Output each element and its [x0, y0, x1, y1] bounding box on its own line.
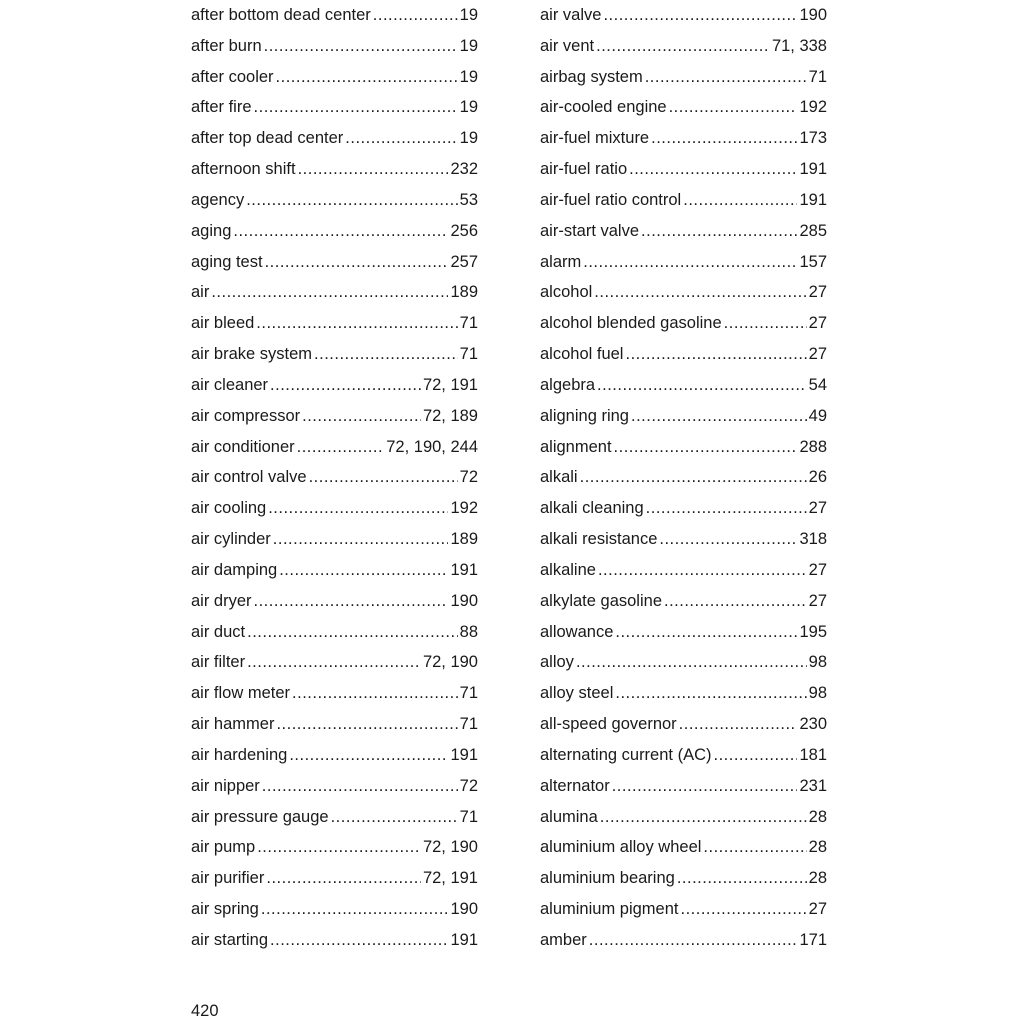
index-page-ref: 189 [450, 283, 478, 302]
dot-leader [580, 462, 807, 493]
dot-leader [631, 401, 807, 432]
index-entry [540, 678, 827, 709]
dot-leader [309, 462, 458, 493]
index-page-ref: 71, 338 [771, 36, 827, 55]
index-page-ref: 189 [450, 530, 478, 549]
index-entry [540, 802, 827, 833]
index-page-ref: 173 [799, 129, 827, 148]
index-entry [540, 617, 827, 648]
index-entry [191, 339, 478, 370]
dot-leader [703, 832, 806, 863]
index-column-left [191, 0, 478, 956]
index-term: aging [191, 221, 232, 240]
dot-leader [247, 617, 458, 648]
index-page-ref: 191 [450, 745, 478, 764]
index-entry [191, 185, 478, 216]
dot-leader [276, 709, 457, 740]
dot-leader [629, 154, 797, 185]
dot-leader [298, 154, 449, 185]
index-page-ref: 72, 190 [422, 838, 478, 857]
index-term: air vent [540, 36, 595, 55]
index-entry [191, 925, 478, 956]
index-page-ref: 19 [459, 129, 478, 148]
index-term: after fire [191, 98, 252, 117]
index-entry [191, 0, 478, 31]
index-entry [191, 92, 478, 123]
index-page-ref: 72, 189 [422, 406, 478, 425]
index-term: aluminium pigment [540, 900, 679, 919]
dot-leader [600, 802, 807, 833]
index-entry [540, 401, 827, 432]
index-entry [540, 524, 827, 555]
index-page-ref: 19 [459, 36, 478, 55]
dot-leader [597, 370, 807, 401]
dot-leader [615, 678, 806, 709]
index-entry [540, 832, 827, 863]
index-page-ref: 19 [459, 98, 478, 117]
index-term: alternating current (AC) [540, 745, 712, 764]
index-term: alkali cleaning [540, 499, 644, 518]
index-page-ref: 19 [459, 67, 478, 86]
index-term: alcohol blended gasoline [540, 314, 722, 333]
index-page-ref: 192 [450, 499, 478, 518]
dot-leader [314, 339, 458, 370]
index-entry [191, 863, 478, 894]
index-term: air starting [191, 930, 269, 949]
dot-leader [677, 863, 807, 894]
dot-leader [256, 308, 457, 339]
index-term: aluminium bearing [540, 869, 675, 888]
index-term: after bottom dead center [191, 6, 371, 24]
index-page-ref: 28 [808, 807, 827, 826]
index-term: all-speed governor [540, 715, 677, 734]
index-entry [540, 771, 827, 802]
index-term: air valve [540, 6, 602, 24]
dot-leader [641, 216, 797, 247]
dot-leader [261, 894, 449, 925]
dot-leader [680, 894, 806, 925]
index-entry [540, 432, 827, 463]
index-term: air bleed [191, 314, 255, 333]
index-page-ref: 71 [459, 345, 478, 364]
dot-leader [254, 586, 449, 617]
index-entry [191, 678, 478, 709]
dot-leader [645, 62, 807, 93]
index-entry [540, 62, 827, 93]
index-page-ref: 72 [459, 468, 478, 487]
index-page-ref: 53 [459, 190, 478, 209]
index-term: aligning ring [540, 406, 629, 425]
index-entry [540, 740, 827, 771]
dot-leader [724, 308, 807, 339]
index-entry [540, 0, 827, 31]
index-page-ref: 171 [799, 930, 827, 949]
index-entry [191, 709, 478, 740]
index-term: after top dead center [191, 129, 344, 148]
index-term: alkylate gasoline [540, 591, 662, 610]
index-term: air cylinder [191, 530, 271, 549]
index-entry [191, 462, 478, 493]
dot-leader [279, 555, 448, 586]
index-term: air compressor [191, 406, 301, 425]
index-entry [540, 863, 827, 894]
index-term: air-start valve [540, 221, 640, 240]
index-term: air cleaner [191, 375, 269, 394]
index-term: after burn [191, 36, 262, 55]
index-entry [191, 586, 478, 617]
index-term: air hardening [191, 745, 288, 764]
index-entry [191, 432, 478, 463]
index-page-ref: 88 [459, 622, 478, 641]
dot-leader [598, 555, 807, 586]
index-page-ref: 191 [799, 160, 827, 179]
index-term: allowance [540, 622, 614, 641]
index-entry [191, 277, 478, 308]
index-page-ref: 257 [450, 252, 478, 271]
index-page-ref: 190 [799, 6, 827, 24]
dot-leader [246, 185, 457, 216]
index-page-ref: 54 [808, 375, 827, 394]
dot-leader [612, 771, 798, 802]
dot-leader [264, 31, 458, 62]
dot-leader [679, 709, 798, 740]
index-entry [540, 277, 827, 308]
dot-leader [262, 771, 458, 802]
index-page-ref: 72 [459, 776, 478, 795]
index-entry [540, 493, 827, 524]
index-page-ref: 191 [799, 190, 827, 209]
index-term: alcohol [540, 283, 593, 302]
index-entry [191, 894, 478, 925]
index-entry [540, 647, 827, 678]
dot-leader [270, 925, 448, 956]
index-page-ref: 72, 191 [422, 869, 478, 888]
page-number: 420 [191, 1002, 219, 1020]
index-term: alignment [540, 437, 612, 456]
index-term: air hammer [191, 715, 275, 734]
index-entry [540, 308, 827, 339]
index-entry [191, 555, 478, 586]
dot-leader [292, 678, 458, 709]
dot-leader [651, 123, 797, 154]
dot-leader [683, 185, 797, 216]
dot-leader [589, 925, 798, 956]
index-term: air pressure gauge [191, 807, 329, 826]
index-entry [191, 771, 478, 802]
dot-leader [257, 832, 421, 863]
index-page-ref: 181 [799, 745, 827, 764]
index-term: air pump [191, 838, 256, 857]
index-term: air-fuel ratio control [540, 190, 682, 209]
index-term: air dryer [191, 591, 252, 610]
index-term: air nipper [191, 776, 260, 795]
dot-leader [603, 0, 797, 31]
index-page-ref: 28 [808, 838, 827, 857]
index-entry [191, 123, 478, 154]
dot-leader [331, 802, 458, 833]
index-entry [191, 832, 478, 863]
index-entry [191, 401, 478, 432]
dot-leader [583, 247, 797, 278]
index-entry [191, 617, 478, 648]
index-page-ref: 71 [459, 807, 478, 826]
index-page-ref: 71 [459, 715, 478, 734]
index-page-ref: 285 [799, 221, 827, 240]
index-page-ref: 231 [799, 776, 827, 795]
index-page-ref: 192 [799, 98, 827, 117]
index-term: airbag system [540, 67, 643, 86]
index-page-ref: 72, 190, 244 [386, 437, 478, 456]
dot-leader [714, 740, 798, 771]
index-entry [540, 370, 827, 401]
dot-leader [276, 62, 458, 93]
index-page-ref: 19 [459, 6, 478, 24]
index-term: air spring [191, 900, 259, 919]
index-term: air duct [191, 622, 246, 641]
dot-leader [594, 277, 806, 308]
dot-leader [669, 92, 798, 123]
index-entry [540, 709, 827, 740]
index-page-ref: 71 [459, 314, 478, 333]
index-entry [191, 216, 478, 247]
index-page-ref: 27 [808, 900, 827, 919]
index-term: alternator [540, 776, 610, 795]
index-term: alloy steel [540, 684, 614, 703]
dot-leader [247, 647, 421, 678]
index-term: air flow meter [191, 684, 291, 703]
index-page-ref: 230 [799, 715, 827, 734]
index-term: after cooler [191, 67, 274, 86]
index-entry [540, 247, 827, 278]
index-term: air [191, 283, 210, 302]
index-term: air conditioner [191, 437, 295, 456]
index-column-right [540, 0, 827, 956]
index-entry [540, 185, 827, 216]
index-page-ref: 71 [808, 67, 827, 86]
dot-leader [615, 617, 797, 648]
dot-leader [659, 524, 797, 555]
dot-leader [273, 524, 449, 555]
dot-leader [596, 31, 770, 62]
index-term: alloy [540, 653, 574, 672]
index-term: air cooling [191, 499, 267, 518]
index-entry [191, 247, 478, 278]
dot-leader [614, 432, 798, 463]
dot-leader [211, 277, 448, 308]
index-entry [540, 123, 827, 154]
index-page-ref: 27 [808, 560, 827, 579]
index-term: alkali [540, 468, 578, 487]
index-term: air purifier [191, 869, 265, 888]
index-term: agency [191, 190, 245, 209]
index-entry [191, 802, 478, 833]
index-page-ref: 26 [808, 468, 827, 487]
dot-leader [302, 401, 421, 432]
index-entry [191, 154, 478, 185]
index-entry [540, 216, 827, 247]
index-term: aging test [191, 252, 263, 271]
index-entry [191, 31, 478, 62]
index-page-ref: 72, 190 [422, 653, 478, 672]
index-term: air-fuel ratio [540, 160, 628, 179]
index-page-ref: 195 [799, 622, 827, 641]
index-page-ref: 49 [808, 406, 827, 425]
dot-leader [268, 493, 448, 524]
index-entry [540, 339, 827, 370]
index-entry [191, 370, 478, 401]
index-page-ref: 27 [808, 314, 827, 333]
index-entry [540, 555, 827, 586]
index-term: alumina [540, 807, 598, 826]
dot-leader [297, 432, 385, 463]
index-page-ref: 318 [799, 530, 827, 549]
index-page-ref: 256 [450, 221, 478, 240]
index-term: alcohol fuel [540, 345, 624, 364]
index-entry [191, 740, 478, 771]
index-page-ref: 27 [808, 345, 827, 364]
index-page-ref: 27 [808, 283, 827, 302]
index-page-ref: 157 [799, 252, 827, 271]
index-term: algebra [540, 375, 596, 394]
index-term: afternoon shift [191, 160, 296, 179]
index-term: alarm [540, 252, 582, 271]
index-entry [540, 925, 827, 956]
index-term: air control valve [191, 468, 307, 487]
index-term: air-cooled engine [540, 98, 667, 117]
index-entry [191, 62, 478, 93]
index-page-ref: 72, 191 [422, 375, 478, 394]
index-page-ref: 98 [808, 653, 827, 672]
index-entry [540, 894, 827, 925]
index-term: alkali resistance [540, 530, 658, 549]
index-page-ref: 190 [450, 900, 478, 919]
dot-leader [270, 370, 421, 401]
dot-leader [289, 740, 448, 771]
index-term: air brake system [191, 345, 313, 364]
index-term: air damping [191, 560, 278, 579]
index-page-ref: 232 [450, 160, 478, 179]
dot-leader [576, 647, 807, 678]
index-entry [191, 493, 478, 524]
dot-leader [373, 0, 458, 31]
index-page-ref: 27 [808, 499, 827, 518]
index-page-ref: 288 [799, 437, 827, 456]
index-entry [191, 647, 478, 678]
index-term: alkaline [540, 560, 596, 579]
dot-leader [646, 493, 807, 524]
index-entry [540, 462, 827, 493]
dot-leader [625, 339, 806, 370]
index-page-ref: 71 [459, 684, 478, 703]
index-page-ref: 191 [450, 560, 478, 579]
index-entry [191, 308, 478, 339]
dot-leader [345, 123, 457, 154]
index-page-ref: 190 [450, 591, 478, 610]
index-page-ref: 28 [808, 869, 827, 888]
index-term: amber [540, 930, 587, 949]
index-term: air-fuel mixture [540, 129, 650, 148]
dot-leader [233, 216, 448, 247]
index-entry [191, 524, 478, 555]
dot-leader [254, 92, 458, 123]
dot-leader [265, 247, 449, 278]
dot-leader [266, 863, 421, 894]
index-entry [540, 154, 827, 185]
index-page-ref: 27 [808, 591, 827, 610]
index-entry [540, 586, 827, 617]
index-page-ref: 191 [450, 930, 478, 949]
index-entry [540, 31, 827, 62]
index-term: aluminium alloy wheel [540, 838, 702, 857]
dot-leader [664, 586, 807, 617]
index-term: air filter [191, 653, 246, 672]
index-entry [540, 92, 827, 123]
index-page-ref: 98 [808, 684, 827, 703]
